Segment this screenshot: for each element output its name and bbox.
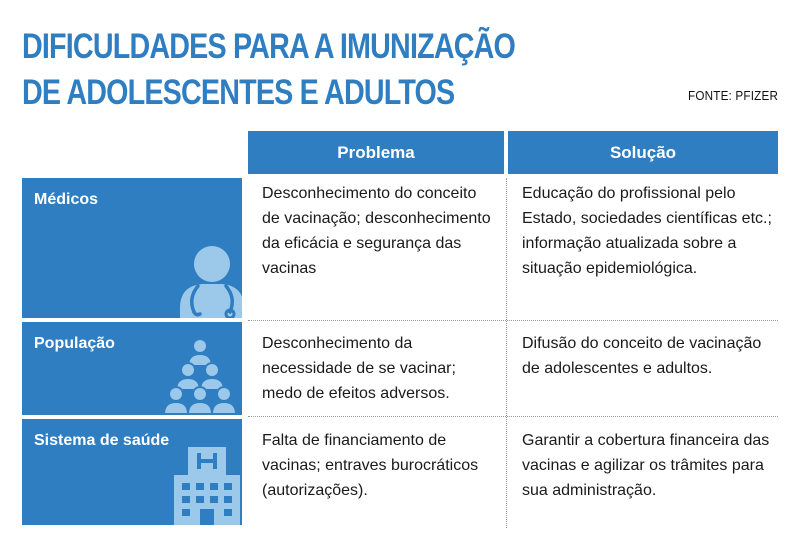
solution-cell-populacao: Difusão do conceito de vacinação de adolescentes e adultos.	[522, 335, 762, 377]
solution-cell-medicos: Educação do profissional pelo Estado, sociedades científicas etc.; informação atualizada sobre a situação epidemiológica.	[522, 185, 772, 277]
page-title	[22, 24, 515, 116]
solution-cell-sistema-de-saude: Garantir a cobertura financeira das vacinas e agilizar os trâmites para sua administração.	[522, 432, 770, 499]
column-divider	[506, 178, 507, 528]
row-label-text: Médicos	[34, 191, 99, 208]
row-label-text: Sistema de saúde	[34, 432, 170, 449]
row-label-populacao	[22, 322, 242, 415]
title-line-1: DIFICULDADES PARA A IMUNIZAÇÃO	[22, 27, 516, 66]
title-line-2: DE ADOLESCENTES E ADULTOS	[22, 73, 455, 112]
problem-cell-medicos: Desconhecimento do conceito de vacinação; desconhecimento da eficácia e segurança das vacinas	[262, 185, 491, 277]
column-header-problem: Problema	[248, 131, 504, 174]
problem-cell-sistema-de-saude: Falta de financiamento de vacinas; entraves burocráticos (autorizações).	[262, 432, 479, 499]
column-header-solution: Solução	[508, 131, 778, 174]
problem-cell-populacao: Desconhecimento da necessidade de se vacinar; medo de efeitos adversos.	[262, 335, 456, 402]
row-label-medicos	[22, 178, 242, 318]
row-divider	[248, 320, 778, 321]
doctor-icon	[172, 242, 242, 318]
source-credit: FONTE: PFIZER	[687, 88, 778, 103]
people-pyramid-icon	[152, 336, 242, 415]
row-divider	[248, 416, 778, 417]
row-label-text: População	[34, 335, 115, 352]
row-label-sistema-de-saude	[22, 419, 242, 525]
hospital-icon	[170, 445, 242, 525]
